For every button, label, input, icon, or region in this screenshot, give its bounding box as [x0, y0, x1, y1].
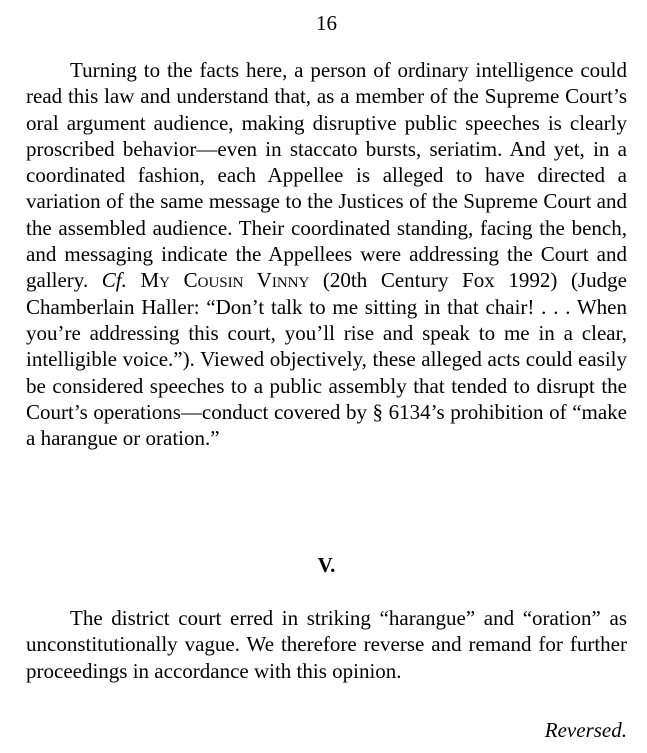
citation-signal: Cf. [101, 268, 127, 293]
paragraph-text-part-1: Turning to the facts here, a person of ordinary intelligence could read this law and understand that, as a member of the Supreme Court’s oral argument audience, making disruptive public speeches is clearly proscribed behavior—even in staccato bursts, seriatim. And yet, in a coordinated fashion, each Appellee is alleged to have directed a variation of the same message to the Justices of the Supreme Court and the assembled audience. Their coordinated standing, facing the bench, and messaging indicate the Appellees were addressing the Court and gallery. [26, 58, 627, 293]
document-page [26, 0, 627, 753]
body-paragraph-facts [26, 57, 627, 451]
page-number: 16 [316, 11, 337, 35]
disposition: Reversed. [544, 718, 627, 742]
paragraph-text-part-2: (20th Century Fox 1992) (Judge Chamberlain Haller: “Don’t talk to me sitting in that chair! . . . When you’re addressing this court, you’ll rise and speak to me in a clear, intelligible voice.”). Viewed objectively, these alleged acts could easily be considered speeches to a public assembly that tended to disrupt the Court’s operations—conduct covered by § 6134’s prohibition of “make a harangue or oration.” [26, 268, 627, 451]
citation-case-name: My Cousin Vinny [140, 268, 310, 293]
body-paragraph-conclusion: The district court erred in striking “harangue” and “oration” as unconstitutionally vague. We therefore reverse and remand for further proceedings in accordance with this opinion. [26, 606, 627, 683]
section-heading: V. [317, 553, 336, 577]
